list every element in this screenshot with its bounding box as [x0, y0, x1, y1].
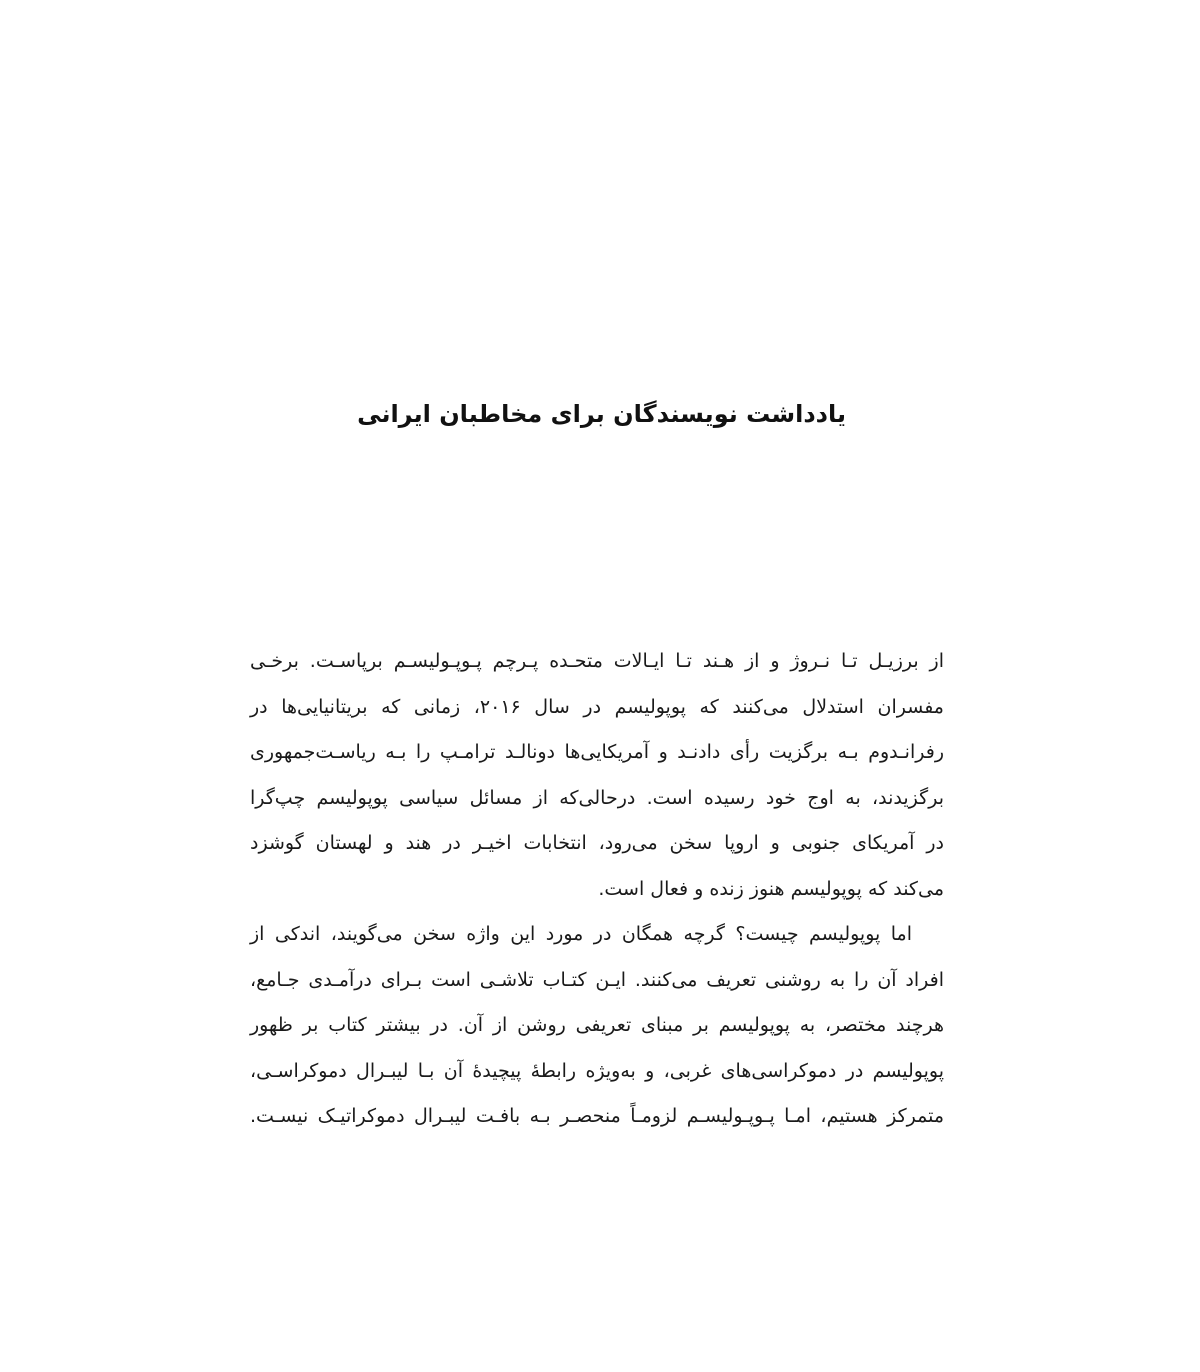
- text-line: از برزیـل تـا نـروژ و از هـند تـا ایـالات متحـده پـرچم پـوپـولیسـم برپاسـت. برخـی: [250, 650, 944, 672]
- text-line: مفسران استدلال می‌کنند که پوپولیسم در سال ۲۰۱۶، زمانی که بریتانیایی‌ها در: [250, 695, 944, 718]
- text-line: در آمریکای جنوبی و اروپا سخن می‌رود، انتخابات اخیـر در هند و لهستان گوشزد: [250, 832, 944, 854]
- text-line: پوپولیسم در دموکراسی‌های غربی، و به‌ویژه رابطهٔ پیچیدهٔ آن بـا لیبـرال دموکراسـی،: [250, 1059, 944, 1082]
- text-line: متمرکز هستیم، امـا پـوپـولیسـم لزومـاً منحصـر بـه بافـت لیبـرال دموکراتیـک نیسـت.: [250, 1105, 944, 1127]
- paragraph-2: [250, 912, 944, 1140]
- text-line: اما پوپولیسم چیست؟ گرچه همگان در مورد این واژه سخن می‌گویند، اندکی از: [250, 923, 912, 945]
- text-line: برگزیدند، به اوج خود رسیده است. درحالی‌که از مسائل سیاسی پوپولیسم چپ‌گرا: [250, 786, 944, 809]
- text-line: رفرانـدوم بـه برگزیت رأی دادنـد و آمریکایی‌ها دونالـد ترامـپ را بـه ریاسـت‌جمهوری: [250, 741, 944, 763]
- text-line: هرچند مختصر، به پوپولیسم بر مبنای تعریفی روشن از آن. در بیشتر کتاب بر ظهور: [250, 1014, 944, 1036]
- page-heading: یادداشت نویسندگان برای مخاطبان ایرانی: [357, 400, 846, 428]
- body-text: [250, 639, 944, 1140]
- text-line: می‌کند که پوپولیسم هنوز زنده و فعال است.: [598, 877, 944, 900]
- text-line: افراد آن را به روشنی تعریف می‌کنند. ایـن کتـاب تلاشـی است بـرای درآمـدی جـامع،: [250, 968, 944, 991]
- paragraph-1: [250, 639, 944, 912]
